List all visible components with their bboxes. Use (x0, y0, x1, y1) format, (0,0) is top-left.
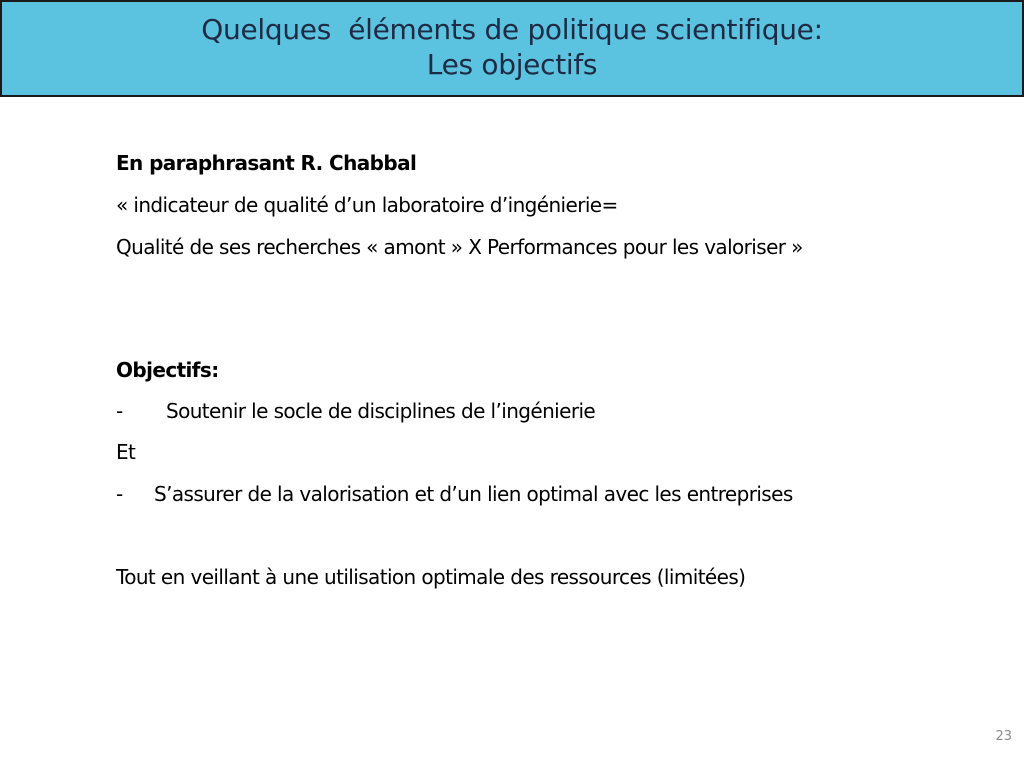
bullet-dash: - (116, 482, 123, 506)
closing-text: Tout en veillant à une utilisation optimale des ressources (limitées) (116, 565, 746, 589)
slide-title-banner (0, 0, 1024, 97)
objective-item-2 (116, 482, 793, 506)
connector-text: Et (116, 440, 136, 464)
intro-heading: En paraphrasant R. Chabbal (116, 151, 417, 175)
objective-text-1: Soutenir le socle de disciplines de l’ingénierie (166, 399, 596, 423)
slide-title-line-2: Les objectifs (426, 48, 598, 81)
objective-item-1 (116, 399, 595, 423)
bullet-dash: - (116, 399, 123, 423)
slide-title-line-1: Quelques éléments de politique scientifique: (201, 13, 823, 46)
page-number: 23 (995, 729, 1012, 744)
quote-line-1: « indicateur de qualité d’un laboratoire d’ingénierie= (116, 193, 618, 217)
quote-line-2: Qualité de ses recherches « amont » X Performances pour les valoriser » (116, 235, 803, 259)
objectives-heading: Objectifs: (116, 358, 219, 382)
objective-text-2: S’assurer de la valorisation et d’un lien optimal avec les entreprises (154, 482, 793, 506)
